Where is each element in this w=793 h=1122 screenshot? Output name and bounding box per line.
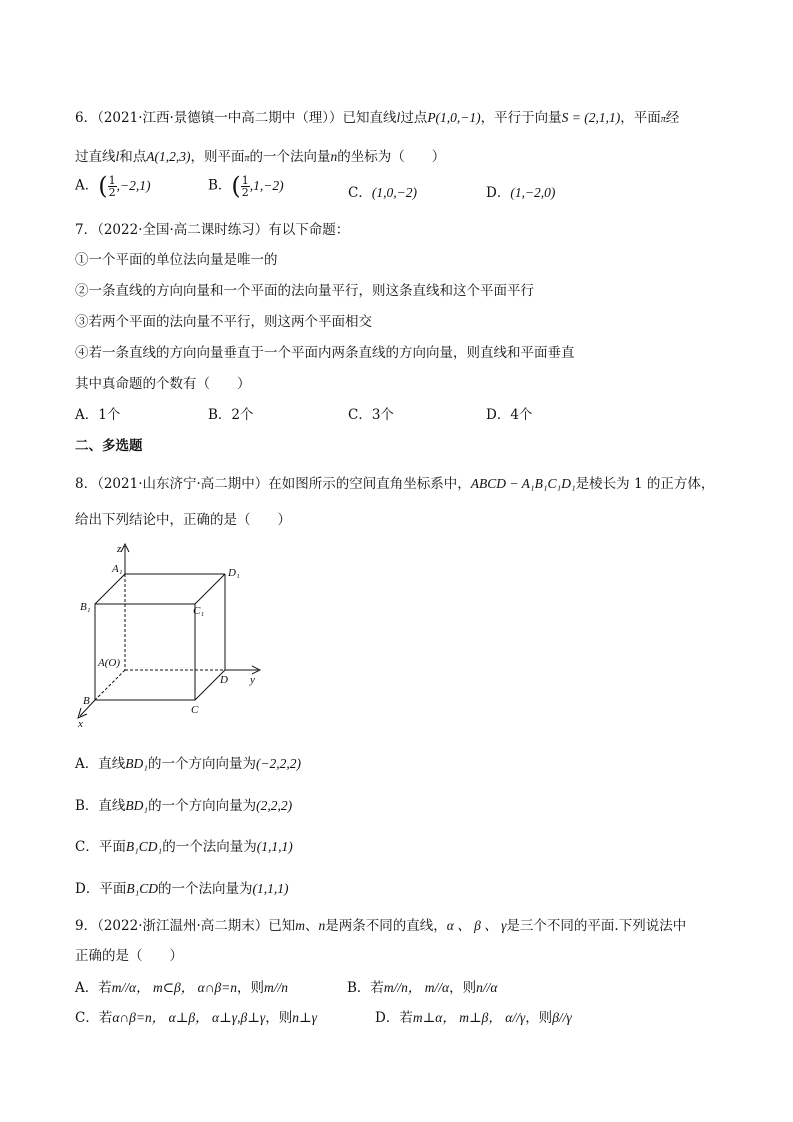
option-text: ，则 xyxy=(525,1010,553,1026)
cube-hidden-edges xyxy=(95,574,125,700)
q6-option-c xyxy=(348,181,417,201)
q8-line2: 给出下列结论中，正确的是（ ） xyxy=(75,512,291,528)
q7-item-3: ③若两个平面的法向量不平行，则这两个平面相交 xyxy=(75,314,372,330)
option-label: C．若 xyxy=(75,1010,113,1026)
option-result: m//n xyxy=(264,980,289,995)
frac-den: 2 xyxy=(241,185,249,199)
q8-option-c xyxy=(75,835,293,855)
q6-text: 过直线 xyxy=(75,149,116,165)
label-a1: A₁ xyxy=(112,563,123,575)
edge-ab xyxy=(95,670,125,700)
option-value: (1,−2,0) xyxy=(510,185,556,200)
option-obj: B₁CD₁ xyxy=(125,839,163,854)
option-text: ，则 xyxy=(237,980,265,996)
q6-math-point-p: P(1,0,−1) xyxy=(427,110,481,125)
option-label: D． xyxy=(486,185,511,201)
fraction xyxy=(108,175,117,198)
q8-math-cube: ABCD − A₁B₁C₁D₁ xyxy=(470,476,576,491)
q8-line1 xyxy=(75,472,714,492)
label-ao: A(O) xyxy=(98,657,120,669)
label-d1: D₁ xyxy=(228,567,240,579)
q6-math-pi: π xyxy=(244,153,250,164)
option-label: D．平面 xyxy=(75,881,127,897)
edge-d1c1 xyxy=(195,574,225,604)
q8-option-b xyxy=(75,794,292,814)
edge-a1b1 xyxy=(95,574,125,604)
q9-math-greek: α 、 β 、 γ xyxy=(446,918,507,933)
q7-option-b: B．2个 xyxy=(208,407,254,423)
label-b: B xyxy=(83,695,90,707)
q6-math-l: l xyxy=(396,110,401,125)
q9-math-n: n xyxy=(318,918,326,933)
option-label: C． xyxy=(348,185,372,201)
q9-text: 、 xyxy=(305,918,319,934)
option-math: m//α， m⊂β， α∩β=n xyxy=(111,980,238,995)
frac-num: 1 xyxy=(241,173,249,187)
q9-option-b xyxy=(347,976,497,996)
q9-text: 9．（2022·浙江温州·高二期末）已知 xyxy=(75,918,296,934)
option-obj: B₁CD xyxy=(126,881,159,896)
q8-option-d xyxy=(75,877,289,897)
q9-option-a xyxy=(75,976,288,996)
q9-text: 是三个不同的平面.下列说法中 xyxy=(506,918,687,934)
q6-math-l: l xyxy=(115,149,120,164)
option-text: ，则 xyxy=(265,1010,293,1026)
q6-option-d xyxy=(486,181,555,201)
section-heading-multiple-choice: 二、多选题 xyxy=(75,438,143,454)
q6-text: 过点 xyxy=(400,110,428,126)
label-b1: B₁ xyxy=(80,601,91,613)
option-label: B．若 xyxy=(347,980,384,996)
option-value: (−2,2,2) xyxy=(255,756,302,771)
q8-text: 8．（2021·山东济宁·高二期中）在如图所示的空间直角坐标系中， xyxy=(75,476,471,492)
q6-text: 和点 xyxy=(119,149,147,165)
option-label: B． xyxy=(208,177,232,194)
q6-math-vector-s: S = (2,1,1) xyxy=(561,110,621,125)
option-result: n⊥γ xyxy=(292,1010,317,1025)
q6-text: 经 xyxy=(665,110,680,126)
q6-line1 xyxy=(75,106,679,126)
option-math: m//n， m//α xyxy=(383,980,450,995)
q6-text: 的坐标为（ ） xyxy=(337,149,446,165)
option-text: 的一个法向量为 xyxy=(162,839,257,855)
option-math: m⊥α， m⊥β， α//γ xyxy=(412,1010,526,1025)
option-label: A．若 xyxy=(75,980,112,996)
option-obj: BD₁ xyxy=(125,798,149,813)
option-math: α∩β=n， α⊥β， α⊥γ,β⊥γ xyxy=(112,1010,266,1025)
cube-figure xyxy=(70,538,270,728)
label-z: z xyxy=(117,543,122,555)
q6-text: ，平面 xyxy=(620,110,661,126)
option-value: (1,1,1) xyxy=(256,839,293,854)
option-result: β//γ xyxy=(552,1010,572,1025)
q6-source: （2021·江西·景德镇一中高二期中（理）） xyxy=(97,110,343,126)
option-obj: BD₁ xyxy=(125,756,148,771)
q6-math-n: n xyxy=(330,149,338,164)
q9-option-d xyxy=(375,1006,572,1026)
q6-line2 xyxy=(75,145,445,165)
q6-option-a xyxy=(75,172,150,200)
label-x: x xyxy=(78,718,83,728)
q7-option-a: A．1个 xyxy=(75,407,121,423)
label-y: y xyxy=(250,674,255,686)
option-text: 的一个方向向量为 xyxy=(148,798,257,814)
paren: ( xyxy=(98,172,108,200)
frac-num: 1 xyxy=(108,173,116,187)
q7-item-4: ④若一条直线的方向向量垂直于一个平面内两条直线的方向向量，则直线和平面垂直 xyxy=(75,345,575,361)
option-value: ,−2,1) xyxy=(116,178,151,193)
option-text: ，则 xyxy=(449,980,477,996)
q7-option-c: C．3个 xyxy=(348,407,394,423)
q9-option-c xyxy=(75,1006,317,1026)
q9-line1 xyxy=(75,914,686,934)
q7-item-2: ②一条直线的方向向量和一个平面的法向量平行，则这条直线和这个平面平行 xyxy=(75,283,534,299)
q6-math-pi: π xyxy=(660,114,666,125)
q6-text: 的一个法向量 xyxy=(249,149,331,165)
option-result: n//α xyxy=(476,980,498,995)
q6-text: 已知直线 xyxy=(342,110,397,126)
q8-option-a xyxy=(75,752,301,772)
option-text: 的一个法向量为 xyxy=(158,881,253,897)
q9-line2: 正确的是（ ） xyxy=(75,948,183,964)
q6-option-b xyxy=(208,172,284,200)
option-value: (1,0,−2) xyxy=(371,185,417,200)
option-value: (1,1,1) xyxy=(252,881,289,896)
q6-text: ，则平面 xyxy=(190,149,245,165)
option-label: A．直线 xyxy=(75,756,126,772)
q6-number: 6． xyxy=(75,110,98,126)
fraction xyxy=(241,175,250,198)
option-text: 的一个方向向量为 xyxy=(147,756,256,772)
q7-item-1: ①一个平面的单位法向量是唯一的 xyxy=(75,252,278,268)
paren: ( xyxy=(231,172,241,200)
option-label: C．平面 xyxy=(75,839,126,855)
q9-math-m: m xyxy=(295,918,306,933)
q6-text: ，平行于向量 xyxy=(480,110,562,126)
option-label: D．若 xyxy=(375,1010,413,1026)
option-label: A． xyxy=(75,177,99,194)
q8-text: 是棱长为 1 的正方体， xyxy=(575,476,715,492)
option-value: ,1,−2) xyxy=(249,178,284,193)
option-value: (2,2,2) xyxy=(256,798,293,813)
frac-den: 2 xyxy=(108,185,116,199)
q9-text: 是两条不同的直线， xyxy=(325,918,447,934)
label-d: D xyxy=(220,674,228,686)
option-label: B．直线 xyxy=(75,798,126,814)
q7-question: 其中真命题的个数有（ ） xyxy=(75,376,251,392)
label-c: C xyxy=(191,704,199,716)
q6-math-point-a: A(1,2,3) xyxy=(146,149,191,164)
label-c1: C₁ xyxy=(193,605,205,617)
q7-stem: 7．（2022·全国·高二课时练习）有以下命题： xyxy=(75,222,350,238)
q7-option-d: D．4个 xyxy=(486,407,533,423)
